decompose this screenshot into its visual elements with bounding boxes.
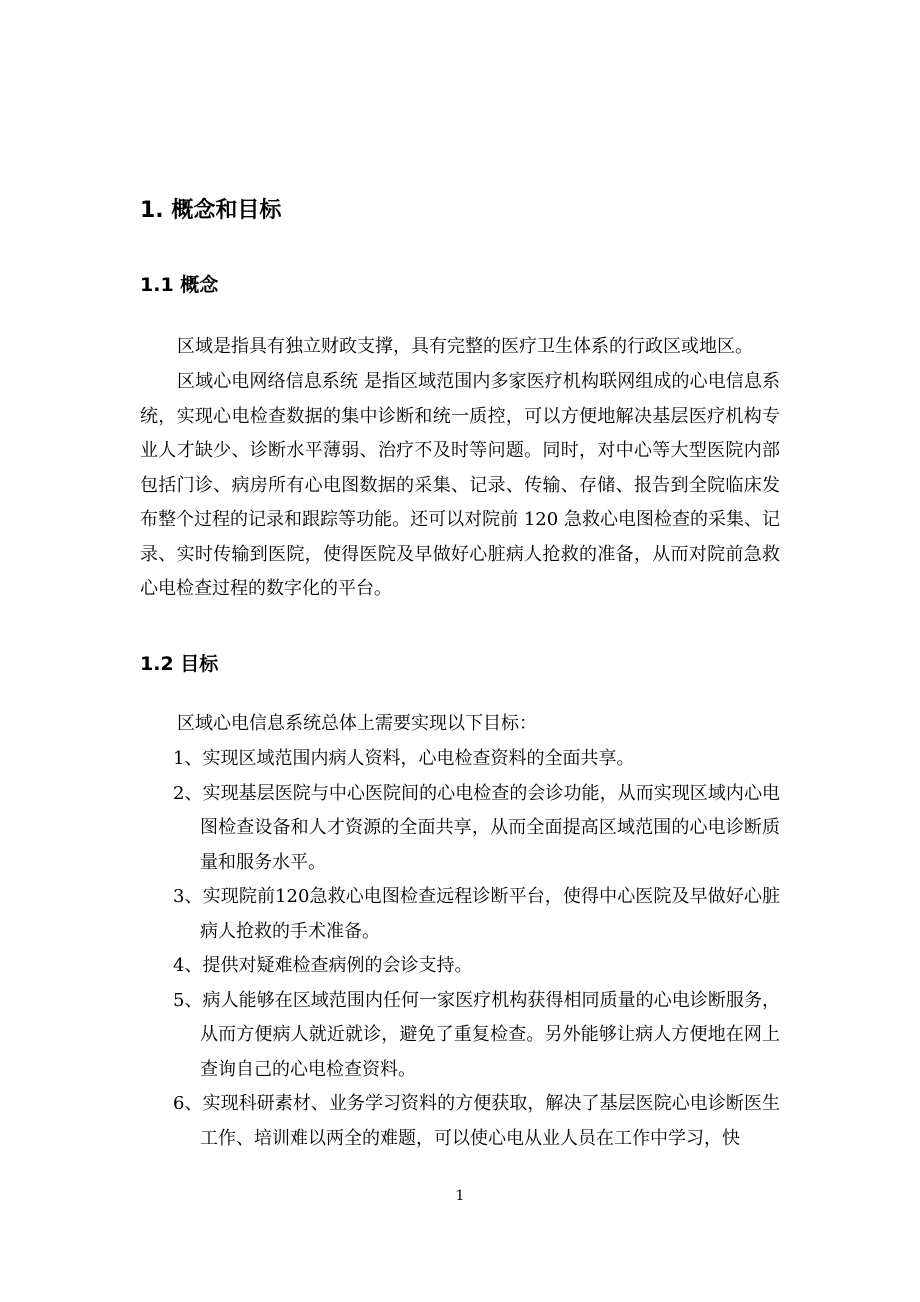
- list-item: 6、实现科研素材、业务学习资料的方便获取，解决了基层医院心电诊断医生工作、培训难以两全的难题，可以使心电从业人员在工作中学习，快: [173, 1093, 780, 1149]
- concept-paragraph-2: 区域心电网络信息系统 是指区域范围内多家医疗机构联网组成的心电信息系统，实现心电检查数据的集中诊断和统一质控，可以方便地解决基层医疗机构专业人才缺少、诊断水平薄弱、治疗不及时等问题。同时，对中心等大型医院内部包括门诊、病房所有心电图数据的采集、记录、传输、存储、报告到全院临床发布整个过程的记录和跟踪等功能。还可以对院前 120 急救心电图检查的采集、记录、实时传输到医院，使得医院及早做好心脏病人抢救的准备，从而对院前急救心电检查过程的数字化的平台。: [140, 371, 780, 599]
- goals-list: [140, 742, 780, 1156]
- list-item: 1、实现区域范围内病人资料，心电检查资料的全面共享。: [173, 748, 635, 769]
- chapter-heading: 1. 概念和目标: [140, 198, 282, 223]
- list-item: 3、实现院前120急救心电图检查远程诊断平台，使得中心医院及早做好心脏病人抢救的手术准备。: [173, 886, 780, 942]
- concept-paragraph-1: 区域是指具有独立财政支撑，具有完整的医疗卫生体系的行政区或地区。: [177, 336, 753, 357]
- page-number: 1: [455, 1188, 465, 1204]
- list-item: 2、实现基层医院与中心医院间的心电检查的会诊功能，从而实现区域内心电图检查设备和人才资源的全面共享，从而全面提高区域范围的心电诊断质量和服务水平。: [173, 782, 780, 873]
- section-heading-goals: 1.2 目标: [140, 653, 219, 675]
- goals-intro: 区域心电信息系统总体上需要实现以下目标：: [177, 713, 537, 734]
- section-heading-concept: 1.1 概念: [140, 274, 219, 296]
- list-item: 5、病人能够在区域范围内任何一家医疗机构获得相同质量的心电诊断服务，从而方便病人就近就诊，避免了重复检查。另外能够让病人方便地在网上查询自己的心电检查资料。: [173, 989, 780, 1080]
- list-item: 4、提供对疑难检查病例的会诊支持。: [173, 955, 473, 976]
